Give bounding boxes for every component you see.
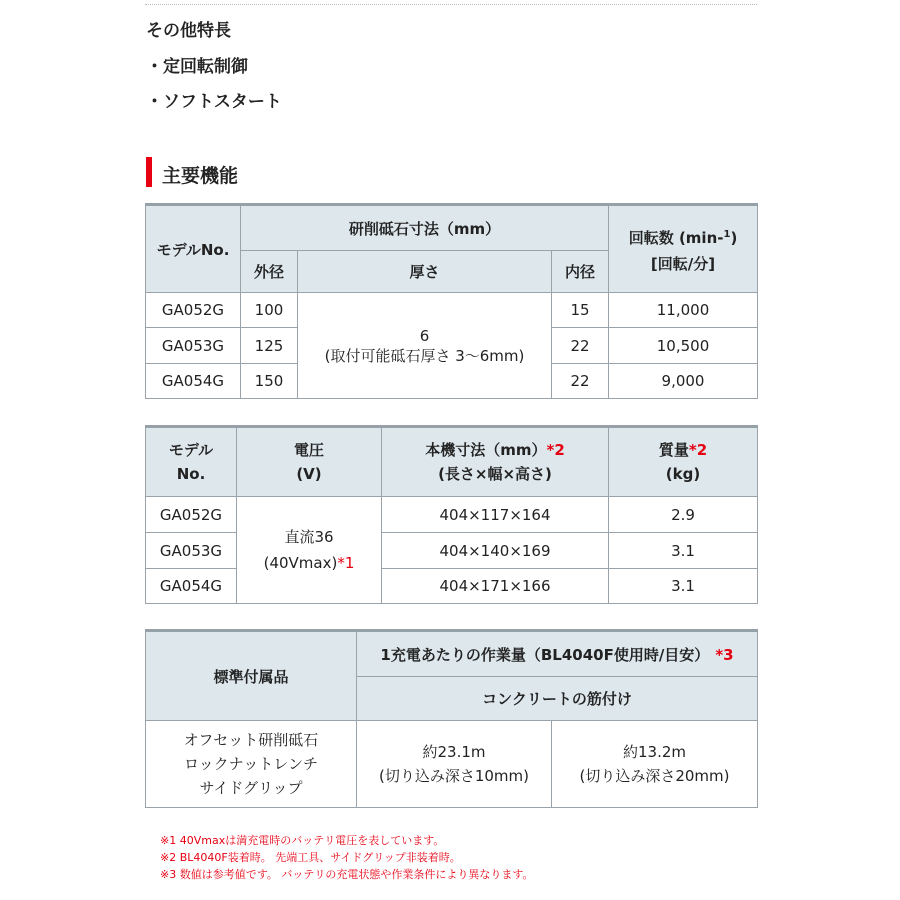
header-thickness: 厚さ bbox=[298, 251, 552, 293]
footnote-1: ※1 40Vmaxは満充電時のバッテリ電圧を表しています。 bbox=[160, 834, 445, 847]
dotted-divider bbox=[145, 4, 757, 5]
cell-work-20mm: 約13.2m (切り込み深さ20mm) bbox=[552, 721, 758, 808]
cell-outer: 100 bbox=[241, 293, 298, 328]
header-work-per-charge: 1充電あたりの作業量（BL4040F使用時/目安） *3 bbox=[357, 631, 758, 677]
feature-item: ・ソフトスタート bbox=[146, 92, 282, 112]
footnote-3: ※3 数値は参考値です。 バッテリの充電状態や作業条件により異なります。 bbox=[160, 868, 534, 881]
cell-model: GA052G bbox=[146, 293, 241, 328]
cell-work-10mm: 約23.1m (切り込み深さ10mm) bbox=[357, 721, 552, 808]
cell-dimensions: 404×140×169 bbox=[382, 533, 609, 569]
cell-thickness: 6 (取付可能砥石厚さ 3〜6mm) bbox=[298, 293, 552, 399]
cell-outer: 125 bbox=[241, 328, 298, 364]
features-title: その他特長 bbox=[146, 21, 231, 41]
table-row bbox=[146, 721, 758, 808]
cell-inner: 22 bbox=[552, 364, 609, 399]
cell-inner: 22 bbox=[552, 328, 609, 364]
header-inner-diameter: 内径 bbox=[552, 251, 609, 293]
work-capacity-table bbox=[145, 629, 758, 808]
header-concrete-grooving: コンクリートの筋付け bbox=[357, 677, 758, 721]
cell-rpm: 10,500 bbox=[609, 328, 758, 364]
cell-model: GA052G bbox=[146, 497, 237, 533]
header-model: モデルNo. bbox=[146, 205, 241, 293]
header-model: モデル No. bbox=[146, 427, 237, 497]
header-outer-diameter: 外径 bbox=[241, 251, 298, 293]
cell-model: GA053G bbox=[146, 533, 237, 569]
cell-dimensions: 404×117×164 bbox=[382, 497, 609, 533]
body-spec-table bbox=[145, 425, 758, 604]
cell-mass: 3.1 bbox=[609, 569, 758, 604]
cell-rpm: 11,000 bbox=[609, 293, 758, 328]
header-wheel-size: 研削砥石寸法（mm） bbox=[241, 205, 609, 251]
cell-dimensions: 404×171×166 bbox=[382, 569, 609, 604]
section-title: 主要機能 bbox=[162, 165, 239, 187]
cell-outer: 150 bbox=[241, 364, 298, 399]
cell-mass: 3.1 bbox=[609, 533, 758, 569]
table-row bbox=[146, 293, 758, 328]
header-rpm: 回転数 (min-$^1$) [回転/分] bbox=[609, 205, 758, 293]
cell-voltage: 直流36 (40Vmax)*1 bbox=[237, 497, 382, 604]
cell-model: GA053G bbox=[146, 328, 241, 364]
header-dimensions: 本機寸法（mm）*2 (長さ×幅×高さ) bbox=[382, 427, 609, 497]
footnote-2: ※2 BL4040F装着時。 先端工具、サイドグリップ非装着時。 bbox=[160, 851, 461, 864]
cell-inner: 15 bbox=[552, 293, 609, 328]
footnotes bbox=[160, 832, 533, 883]
cell-accessories: オフセット研削砥石 ロックナットレンチ サイドグリップ bbox=[146, 721, 357, 808]
wheel-spec-table bbox=[145, 203, 758, 399]
feature-item: ・定回転制御 bbox=[146, 57, 248, 77]
header-accessories: 標準付属品 bbox=[146, 631, 357, 721]
header-mass: 質量*2 (kg) bbox=[609, 427, 758, 497]
cell-model: GA054G bbox=[146, 364, 241, 399]
table-row bbox=[146, 497, 758, 533]
section-marker bbox=[146, 157, 152, 187]
cell-rpm: 9,000 bbox=[609, 364, 758, 399]
cell-mass: 2.9 bbox=[609, 497, 758, 533]
cell-model: GA054G bbox=[146, 569, 237, 604]
header-voltage: 電圧 (V) bbox=[237, 427, 382, 497]
